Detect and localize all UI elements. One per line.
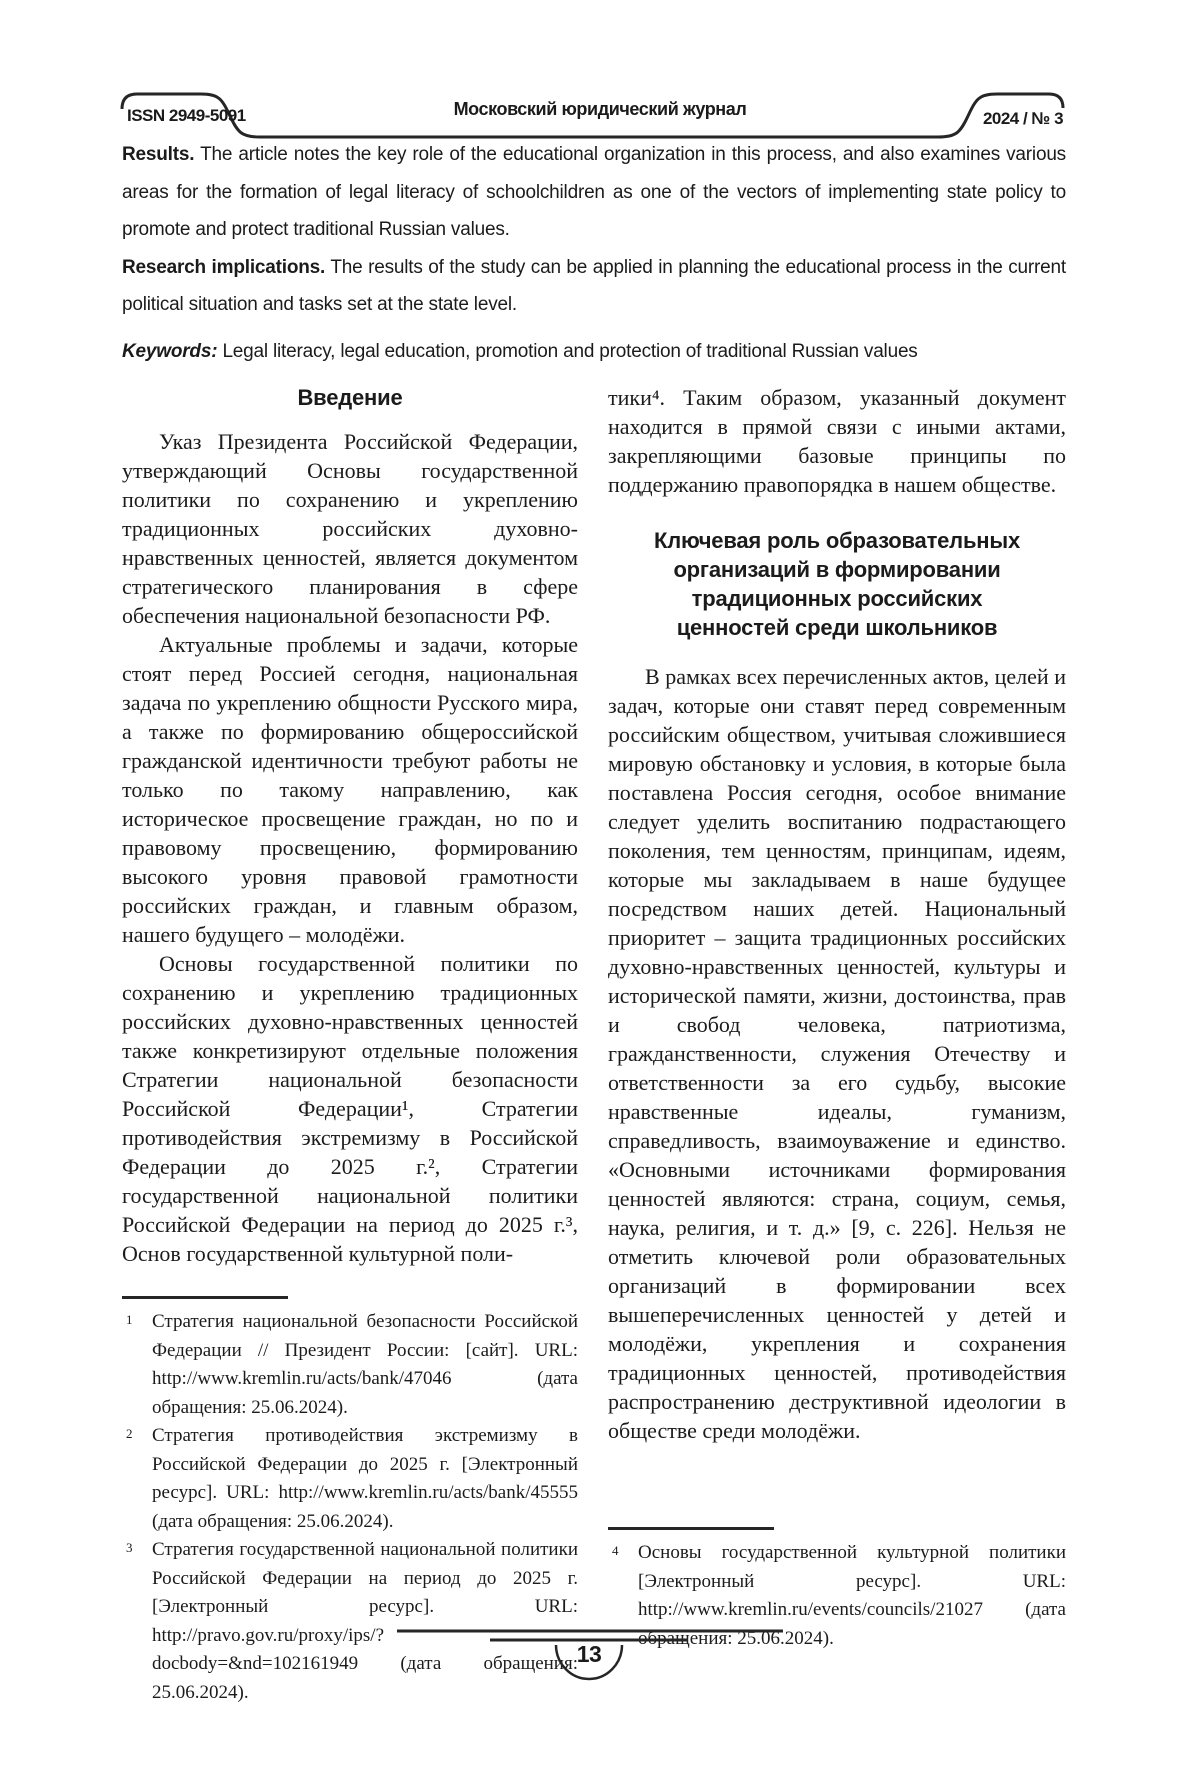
footnote-marker: 1 — [126, 1312, 133, 1327]
implications-text: The results of the study can be applied in planning the educational process in the current political situation and tasks set at the state level. — [122, 256, 1066, 315]
footnote-text: Стратегия государственной национальной политики Российской Федерации на период до 2025 г. [Электронный ресурс]. URL: http://pravo.gov.ru/proxy/ips/?docbody=&nd=102161949 (дата обращения: 25.06.2024). — [152, 1539, 578, 1703]
keywords-line — [122, 333, 1066, 371]
left-column — [122, 383, 578, 1268]
journal-title: Московский юридический журнал — [453, 99, 747, 119]
footnote-marker: 3 — [126, 1540, 133, 1555]
keywords-label: Keywords: — [122, 340, 218, 362]
footnote-marker: 2 — [126, 1426, 133, 1441]
body-paragraph: В рамках всех перечисленных актов, целей и задач, которые они ставят перед современным российским обществом, учитывая сложившиеся мировую обстановку и условия, в которые была поставлена Россия сегодня, особое внимание следует уделить воспитанию подрастающего поколения, тем ценностям, принципам, идеям, которые мы закладываем в наше будущее посредством наших детей. Национальный приоритет – защита традиционных российских духовно-нравственных ценностей, культуры и исторической памяти, жизни, достоинства, прав и свобод человека, патриотизма, гражданственности, служения Отечеству и ответственности за его судьбу, высокие нравственные идеалы, гуманизм, справедливость, взаимоуважение и единство. «Основными источниками формирования ценностей являются: страна, социум, семья, наука, религия, и т. д.» [9, с. 226]. Нельзя не отметить ключевой роли образовательных организаций в формировании всех вышеперечисленных ценностей у детей и молодёжи, укрепления и сохранения традиционных ценностей, противодействия распространению деструктивной идеологии в обществе среди молодёжи. — [608, 664, 1066, 1443]
footnote-marker: 4 — [612, 1543, 619, 1558]
footnote-text: Стратегия национальной безопасности Российской Федерации // Президент России: [сайт]. URL: http://www.kremlin.ru/acts/bank/47046 (дата обращения: 25.06.2024). — [152, 1311, 578, 1418]
section-heading-introduction: Введение — [297, 385, 403, 410]
results-paragraph — [122, 136, 1066, 249]
issue-label: 2024 / № 3 — [982, 109, 1064, 128]
continuation-paragraph: тики⁴. Таким образом, указанный документ находится в прямой связи с иными актами, закрепляющими базовые принципы по поддержанию правопорядка в нашем обществе. — [608, 385, 1066, 497]
abstract-section — [122, 136, 1066, 370]
body-paragraph: Актуальные проблемы и задачи, которые стоят перед Россией сегодня, национальная задача по укреплению общности Русского мира, а также по формированию общероссийской гражданской идентичности требуют работы не только по такому направлению, как историческое просвещение граждан, но по и правовому просвещению, формированию высокого уровня правовой грамотности российских граждан, и главным образом, нашего будущего – молодёжи. — [122, 632, 578, 947]
right-column — [608, 383, 1066, 1445]
body-paragraph: Указ Президента Российской Федерации, утверждающий Основы государственной политики по сохранению и укреплению традиционных российских духовно-нравственных ценностей, является документом стратегического планирования в сфере обеспечения национальной безопасности РФ. — [122, 429, 578, 628]
implications-paragraph — [122, 249, 1066, 324]
issn-label: ISSN 2949-5091 — [127, 106, 246, 125]
footnote-separator — [608, 1527, 774, 1530]
implications-label: Research implications. — [122, 256, 326, 278]
section-heading-key-role: Ключевая роль образовательных организаций в формировании традиционных российских ценностей среди школьников — [653, 528, 1020, 640]
page-number: 13 — [576, 1641, 602, 1667]
results-text: The article notes the key role of the educational organization in this process, and also examines various areas for the formation of legal literacy of schoolchildren as one of the vectors of implementing state policy to promote and protect traditional Russian values. — [122, 144, 1066, 240]
footnote-text: Стратегия противодействия экстремизму в Российской Федерации до 2025 г. [Электронный ресурс]. URL: http://www.kremlin.ru/acts/bank/45555 (дата обращения: 25.06.2024). — [152, 1425, 578, 1532]
keywords-text: Legal literacy, legal education, promotion and protection of traditional Russian values — [222, 340, 918, 362]
footnote-1 — [122, 1308, 578, 1422]
footnote-text: Основы государственной культурной политики [Электронный ресурс]. URL: http://www.kremlin.ru/events/councils/21027 (дата обращения: 25.06.2024). — [638, 1542, 1066, 1649]
footnote-separator — [122, 1296, 288, 1299]
results-label: Results. — [122, 144, 195, 165]
body-paragraph: Основы государственной политики по сохранению и укреплению традиционных российских духовно-нравственных ценностей также конкретизируют отдельные положения Стратегии национальной безопасности Российской Федерации¹, Стратегии противодействия экстремизму в Российской Федерации до 2025 г.², Стратегии государственной национальной политики Российской Федерации на период до 2025 г.³, Основ государственной культурной поли- — [122, 951, 578, 1266]
footnote-2 — [122, 1422, 578, 1536]
